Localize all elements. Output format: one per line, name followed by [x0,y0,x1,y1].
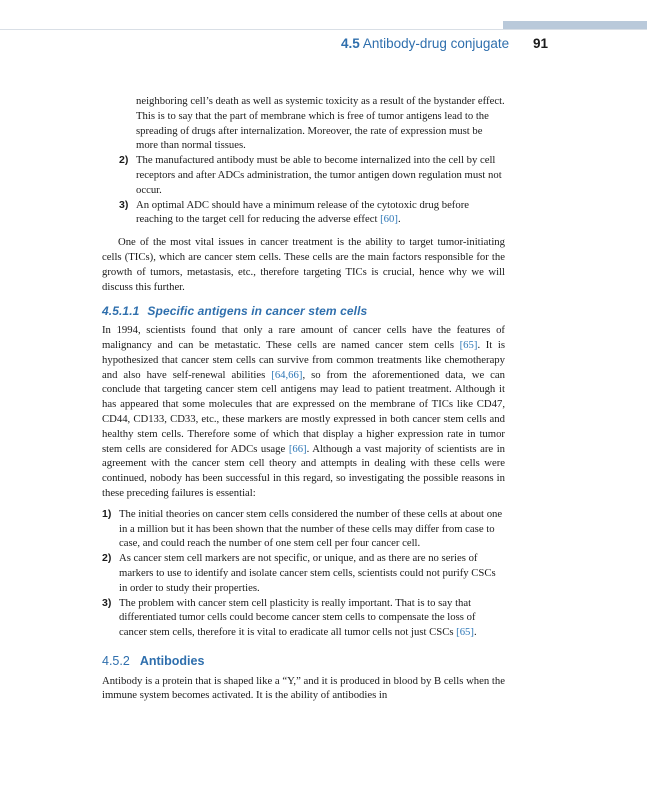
header-rule [0,29,647,30]
page-body [102,94,505,703]
list-item [119,153,505,197]
list-item-label: 2) [119,154,129,167]
list-item-text: The initial theories on cancer stem cells considered the number of these cells at about one in a million but it has been shown that the number of these cells may differ from case to case, and could reach the number of one stem cell per four cancer cell. [119,507,503,550]
subsection-title: Specific antigens in cancer stem cells [147,304,368,319]
page-number: 91 [532,36,548,51]
tic-paragraph: One of the most vital issues in cancer treatment is the ability to target tumor-initiating cells (TICs), which are cancer stem cells. These cells are the main factors responsible for the growth of tumors, metastasis, etc., therefore targeting TICs is crucial, hence why we will discuss this further. [102,236,505,293]
citation-link[interactable]: [65] [459,338,478,351]
main-paragraph: In 1994, scientists found that only a rare amount of cancer cells have the features of malignancy and can be metastatic. These cells are named cancer stem cells [65]. It is hypothesized that cancer stem cells can survive from common treatments like chemotherapy and also have self-renewal abilities [64,66], so from the aforementioned data, we can conclude that targeting cancer stem cell antigens may lead to patient treatment. Although it has appeared that some molecules that are expressed on the membrane of TICs like CD47, CD44, CD133, CD33, etc., these markers are mostly expressed in both cancer stem cells and healthy stem cells. Therefore some of which that display a higher expression rate in tumor stem cells are considered for ADCs usage [66]. Although a vast majority of scientists are in agreement with the cancer stem cell theory and attempts in dealing with these cells were continued, nobody has been successful in this regard, so investigating the possible reasons in these preceding failures is essential: [102,324,506,499]
section-title: Antibodies [139,653,205,668]
list-continuation [119,94,505,153]
list-item-label: 1) [102,507,112,520]
list-item-text: The manufactured antibody must be able to become internalized into the cell by cell receptors and after ADCs administration, the tumor antigen down regulation must not occur. [136,154,502,196]
list-item-text: An optimal ADC should have a minimum release of the cytotoxic drug before reaching to the target cell for reducing the adverse effect [60]. [136,198,470,226]
list-item-1-continuation: neighboring cell’s death as well as systemic toxicity as a result of the bystander effect. This is to say that the part of membrane which is free of tumor antigens lead to the spreading of drugs after internalization. Moreover, the rate of expression must be more than normal tissues. [136,95,505,152]
section-number: 4.5.2 [102,653,130,668]
list-item-label: 2) [102,552,112,565]
list-item [102,507,505,551]
subsection-heading [102,304,505,319]
citation-link[interactable]: [66] [288,442,307,455]
subsection-number: 4.5.1.1 [102,304,140,319]
list-item-label: 3) [119,198,129,211]
list-item-label: 3) [102,596,112,609]
failure-reasons-list [102,507,505,640]
citation-link[interactable]: [60] [380,213,398,226]
list-item-text: The problem with cancer stem cell plasticity is really important. That is to say that differentiated tumor cells could become cancer stem cells to compensate the loss of cancer stem cells, therefore it is vital to eradicate all tumor cells not just CSCs [65]. [119,596,477,639]
running-head-section-number: 4.5 [341,36,360,51]
list-item [102,551,505,595]
citation-link[interactable]: [65] [456,626,474,639]
top-decoration [0,0,647,30]
running-head [0,36,548,51]
list-item [102,596,505,640]
section-heading [102,654,505,669]
list-item-text: As cancer stem cell markers are not specific, or unique, and as there are no series of markers to use to identify and isolate cancer stem cells, scientists could not purify CSCs in order to study their properties. [119,552,496,594]
list-item [119,198,505,228]
running-head-section-title: Antibody-drug conjugate [362,36,510,51]
citation-link[interactable]: [64,66] [271,368,303,381]
antibodies-paragraph: Antibody is a protein that is shaped like a “Y,” and it is produced in blood by B cells when the immune system becomes activated. It is the ability of antibodies in [102,674,505,702]
requirements-list [119,153,505,227]
